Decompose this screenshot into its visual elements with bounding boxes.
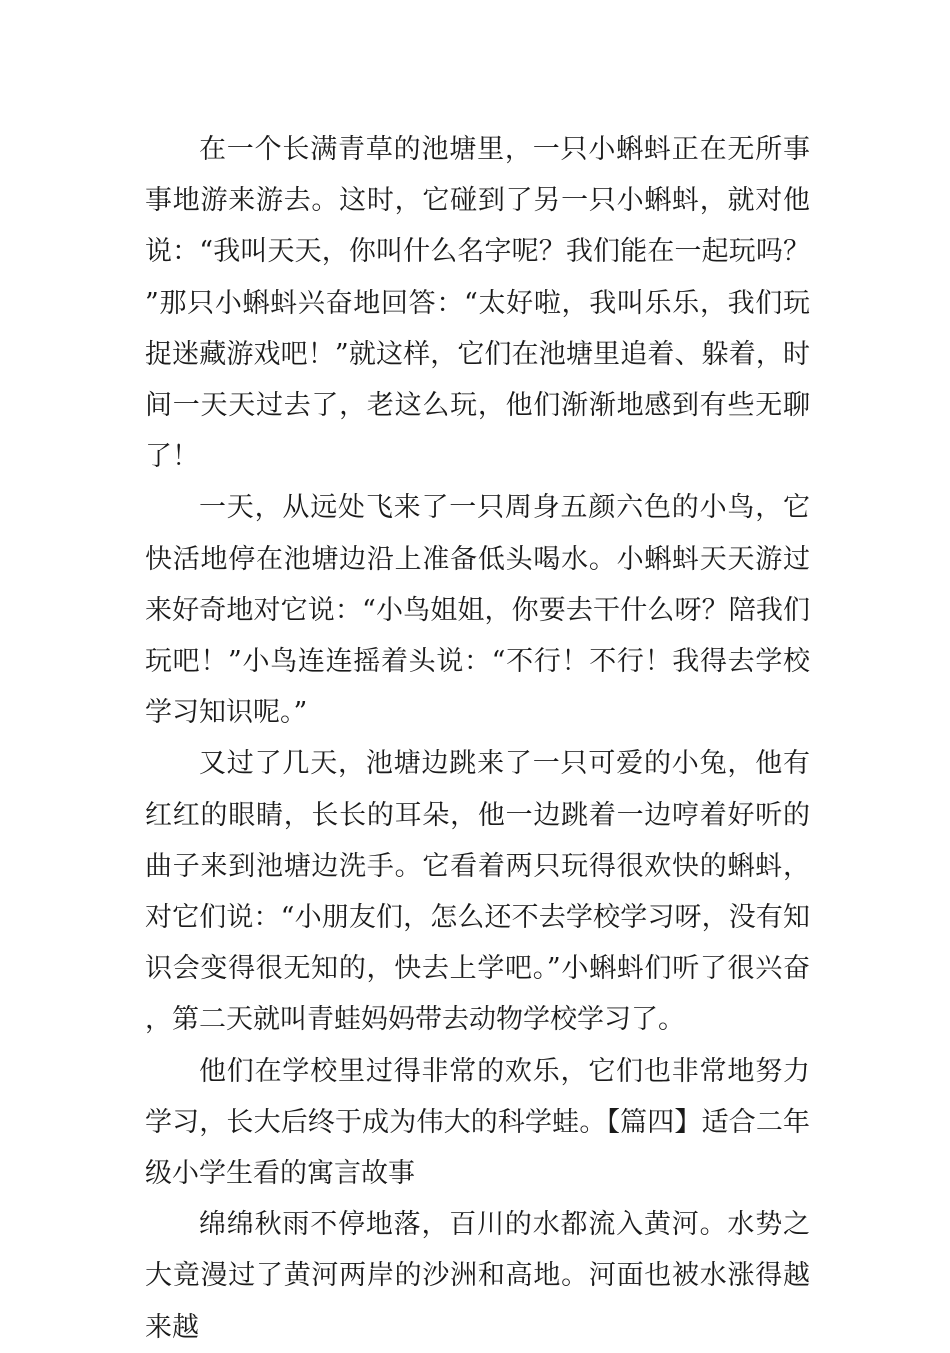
document-body (145, 124, 810, 1353)
paragraph-1: 在一个长满青草的池塘里，一只小蝌蚪正在无所事事地游来游去。这时，它碰到了另一只小蝌蚪，就对他说：“我叫天天，你叫什么名字呢？我们能在一起玩吗？”那只小蝌蚪兴奋地回答：“太好啦，我叫乐乐，我们玩捉迷藏游戏吧！”就这样，它们在池塘里追着、躲着，时间一天天过去了，老这么玩，他们渐渐地感到有些无聊了！ (145, 134, 810, 473)
paragraph-3: 又过了几天，池塘边跳来了一只可爱的小兔，他有红红的眼睛，长长的耳朵，他一边跳着一边哼着好听的曲子来到池塘边洗手。它看着两只玩得很欢快的蝌蚪，对它们说：“小朋友们，怎么还不去学校学习呀，没有知识会变得很无知的，快去上学吧。”小蝌蚪们听了很兴奋，第二天就叫青蛙妈妈带去动物学校学习了。 (145, 748, 810, 1036)
paragraph-4: 他们在学校里过得非常的欢乐，它们也非常地努力学习，长大后终于成为伟大的科学蛙。【篇四】适合二年级小学生看的寓言故事 (145, 1055, 810, 1190)
paragraph-2: 一天，从远处飞来了一只周身五颜六色的小鸟，它快活地停在池塘边沿上准备低头喝水。小蝌蚪天天游过来好奇地对它说：“小鸟姐姐，你要去干什么呀？陪我们玩吧！”小鸟连连摇着头说：“不行！不行！我得去学校学习知识呢。” (145, 492, 810, 729)
paragraph-5: 绵绵秋雨不停地落，百川的水都流入黄河。水势之大竟漫过了黄河两岸的沙洲和高地。河面也被水涨得越来越 (145, 1209, 810, 1343)
